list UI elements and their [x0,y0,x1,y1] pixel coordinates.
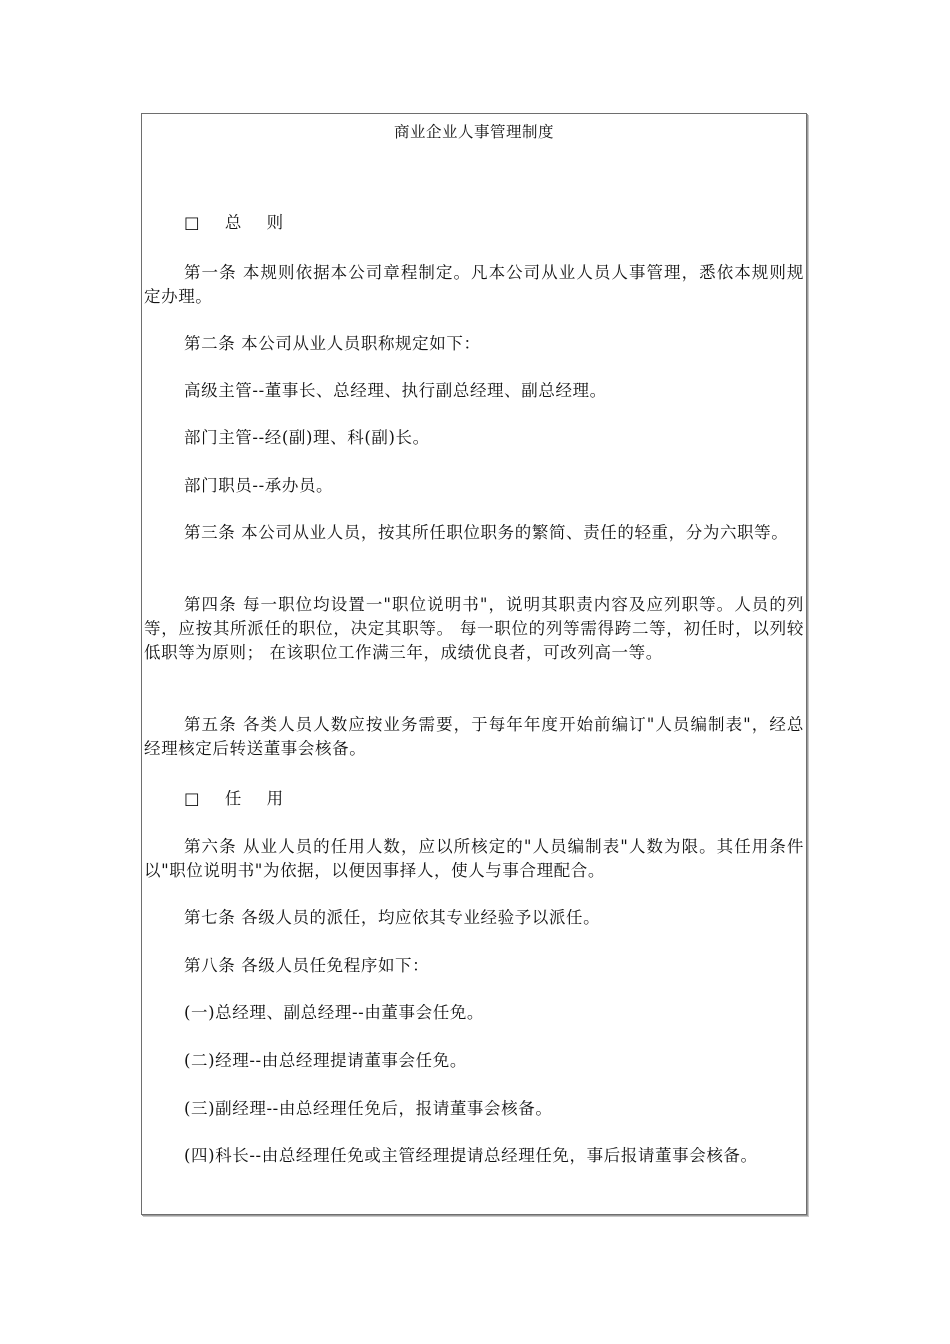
article-8-item-2: (二)经理--由总经理提请董事会任免。 [184,1051,467,1070]
article-5: 第五条 各类人员人数应按业务需要，于每年年度开始前编订"人员编制表"，经总经理核定后转送董事会核备。 [144,715,804,758]
article-3: 第三条 本公司从业人员，按其所任职位职务的繁简、责任的轻重，分为六职等。 [184,523,789,542]
article-2-item-staff: 部门职员--承办员。 [184,476,334,495]
article-2: 第二条 本公司从业人员职称规定如下： [184,334,481,353]
article-8-item-1: (一)总经理、副总经理--由董事会任免。 [184,1003,485,1022]
article-2-item-department-head: 部门主管--经(副)理、科(副)长。 [184,428,430,447]
article-6: 第六条 从业人员的任用人数，应以所核定的"人员编制表"人数为限。其任用条件以"职位说明书"为依据，以便因事择人，使人与事合理配合。 [144,837,804,880]
article-2-item-senior: 高级主管--董事长、总经理、执行副总经理、副总经理。 [184,381,607,400]
section-heading-general: □ 总 则 [184,213,294,232]
document-frame [141,113,807,1215]
article-8-item-3: (三)副经理--由总经理任免后，报请董事会核备。 [184,1099,553,1118]
article-8-item-4: (四)科长--由总经理任免或主管经理提请总经理任免，事后报请董事会核备。 [184,1146,758,1165]
article-8: 第八条 各级人员任免程序如下： [184,956,430,975]
document-title: 商业企业人事管理制度 [393,123,554,141]
article-1: 第一条 本规则依据本公司章程制定。凡本公司从业人员人事管理，悉依本规则规定办理。 [144,263,804,306]
article-7: 第七条 各级人员的派任，均应依其专业经验予以派任。 [184,908,601,927]
article-4: 第四条 每一职位均设置一"职位说明书"，说明其职责内容及应列职等。人员的列等，应按其所派任的职位，决定其职等。 每一职位的列等需得跨二等，初任时，以列较低职等为原则； 在该职位工作满三年，成绩优良者，可改列高一等。 [144,595,804,662]
section-heading-appointment: □ 任 用 [184,789,294,808]
